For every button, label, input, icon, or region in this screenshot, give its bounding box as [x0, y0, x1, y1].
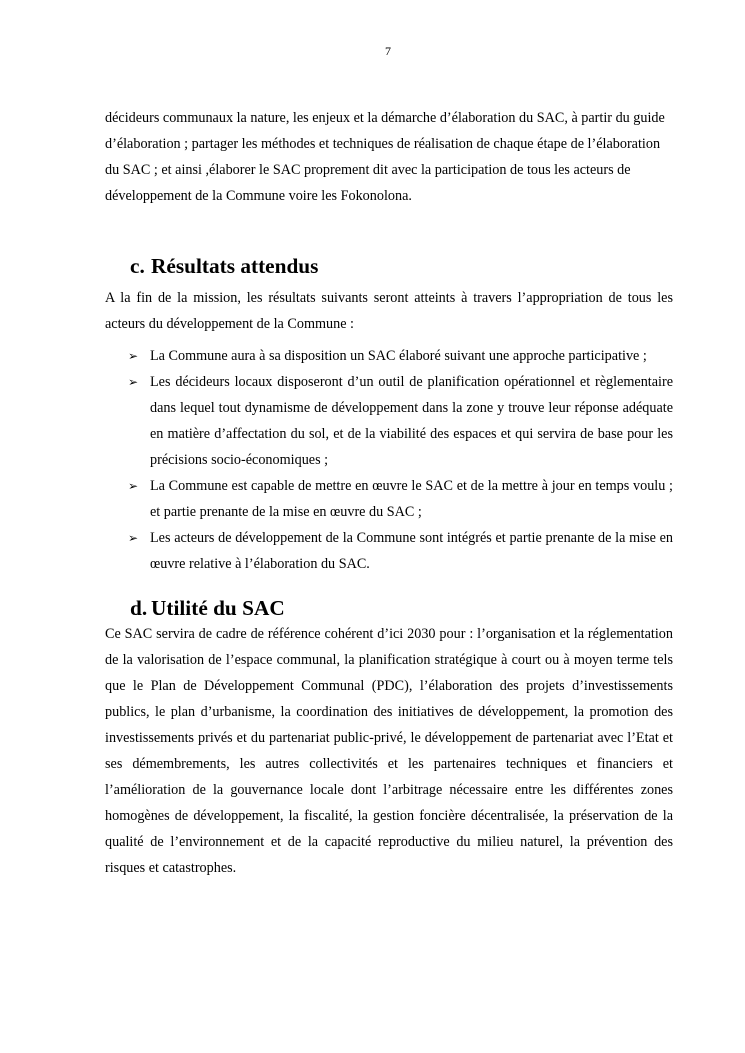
list-item — [105, 525, 673, 577]
arrowhead-bullet-icon: ➢ — [128, 479, 139, 493]
list-item-text: Les acteurs de développement de la Commune sont intégrés et partie prenante de la mise en œuvre relative à l’élaboration du SAC. — [150, 530, 673, 572]
arrowhead-bullet-icon: ➢ — [128, 375, 139, 389]
section-c-letter: c. — [130, 254, 145, 278]
results-bullet-list — [105, 343, 673, 577]
list-item-text: Les décideurs locaux disposeront d’un outil de planification opérationnel et règlementaire dans lequel tout dynamisme de développement dans la zone y trouve leur réponse adéquate en matière d’affectation du sol, et de la viabilité des espaces et qui servira de base pour les précisions socio-économiques ; — [150, 374, 673, 468]
intro-paragraph: décideurs communaux la nature, les enjeux et la démarche d’élaboration du SAC, à partir du guide d’élaboration ; partager les méthodes et techniques de réalisation de chaque étape de l’élaboration du SAC ; et ainsi ,élaborer le SAC proprement dit avec la participation de tous les acteurs de développement de la Commune voire les Fokonolona. — [105, 110, 665, 204]
section-d-heading — [105, 595, 673, 621]
arrowhead-bullet-icon: ➢ — [128, 531, 139, 545]
section-d-letter: d. — [130, 596, 148, 620]
section-d-title: Utilité du SAC — [151, 596, 285, 620]
list-item — [105, 343, 673, 369]
page-content — [105, 105, 673, 881]
arrowhead-bullet-icon: ➢ — [128, 349, 139, 363]
section-d-paragraph: Ce SAC servira de cadre de référence cohérent d’ici 2030 pour : l’organisation et la réglementation de la valorisation de l’espace communal, la planification stratégique à court ou à moyen terme tels que le Plan de Développement Communal (PDC), l’élaboration des projets d’investissements publics, le plan d’urbanisme, la coordination des initiatives de développement, la promotion des investissements privés et du partenariat public-privé, le développement de partenariat avec l’Etat et ses démembrements, les autres collectivités et les partenaires techniques et financiers et l’amélioration de la gouvernance locale dont l’arbitrage nécessaire entre les différentes zones homogènes de développement, la fiscalité, la gestion foncière décentralisée, la préservation de la qualité de l’environnement et de la capacité reproductive du milieu naturel, la prévention des risques et catastrophes. — [105, 626, 673, 876]
section-c-heading — [105, 253, 673, 279]
page-number: 7 — [385, 44, 391, 58]
list-item-text: La Commune est capable de mettre en œuvre le SAC et de la mettre à jour en temps voulu ; et partie prenante de la mise en œuvre du SAC ; — [150, 478, 673, 520]
list-item — [105, 473, 673, 525]
section-c-lead: A la fin de la mission, les résultats suivants seront atteints à travers l’appropriation de tous les acteurs du développement de la Commune : — [105, 290, 673, 332]
list-item-text: La Commune aura à sa disposition un SAC élaboré suivant une approche participative ; — [150, 348, 647, 364]
section-c-title: Résultats attendus — [151, 254, 319, 278]
list-item — [105, 369, 673, 473]
